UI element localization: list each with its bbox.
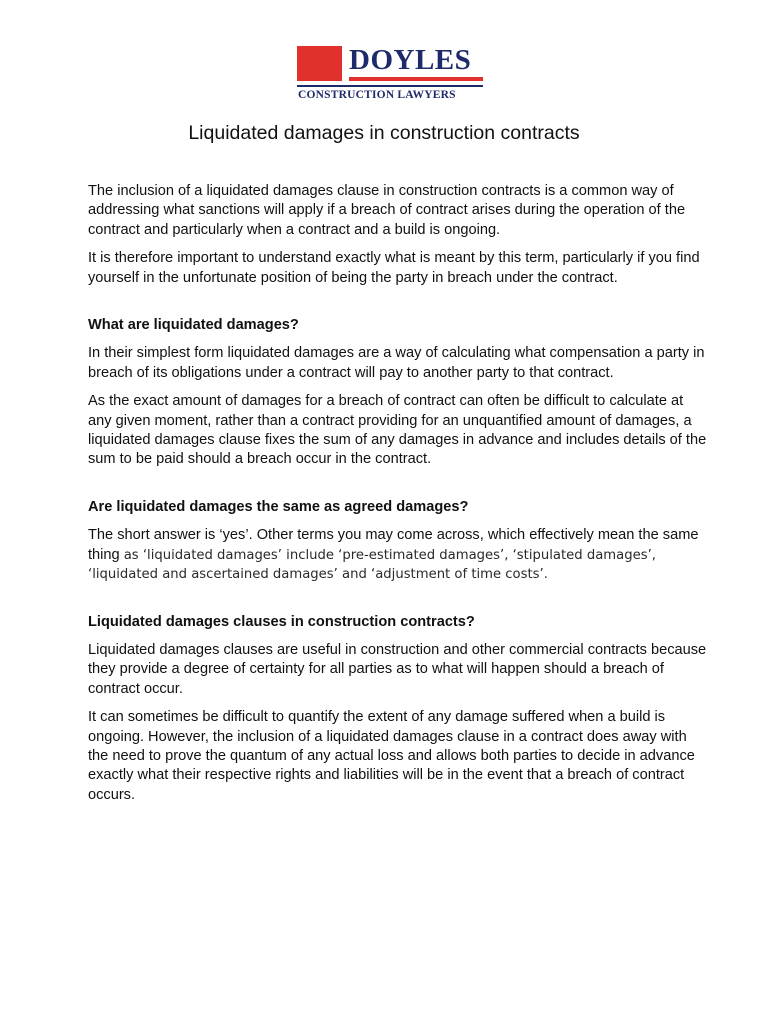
document-title: Liquidated damages in construction contracts	[188, 122, 580, 144]
section2-paragraph-1	[88, 526, 708, 584]
section-heading-clauses: Liquidated damages clauses in construction contracts?	[88, 613, 475, 630]
intro-paragraph-2: It is therefore important to understand exactly what is meant by this term, particularly if you find yourself in the unfortunate position of being the party in breach under the contract.	[88, 250, 700, 286]
document-body	[88, 182, 708, 814]
section1-paragraph-2: As the exact amount of damages for a breach of contract can often be difficult to calculate at any given moment, rather than a contract providing for an unquantified amount of damages, a liquidated damages clause fixes the sum of any damages in advance and includes details of the sum to be paid should a breach occur in the contract.	[88, 393, 707, 468]
section2-paragraph-start: The short answer is ‘yes’. Other terms you may come across, which effectively mean the same thing	[88, 527, 699, 563]
logo-red-square	[297, 46, 342, 81]
intro-paragraph-1: The inclusion of a liquidated damages clause in construction contracts is a common way of addressing what sanctions will apply if a breach of contract arises during the operation of the contract and particularly when a contract and a build is ongoing.	[88, 183, 686, 238]
logo-red-bar	[349, 77, 483, 81]
section3-paragraph-1: Liquidated damages clauses are useful in construction and other commercial contracts because they provide a degree of certainty for all parties as to what will happen should a breach of contract occur.	[88, 641, 707, 697]
section-heading-agreed-damages: Are liquidated damages the same as agreed damages?	[88, 498, 469, 515]
company-logo	[297, 44, 487, 101]
section3-paragraph-2: It can sometimes be difficult to quantify the extent of any damage suffered when a build is ongoing. However, the inclusion of a liquidated damages clause in a contract does away with the need to prove the quantum of any actual loss and allows both parties to decide in advance exactly what their respective rights and liabilities will be in the event that a breach of contract occurs.	[88, 709, 695, 803]
section1-paragraph-1: In their simplest form liquidated damages are a way of calculating what compensation a party in breach of its obligations under a contract will pay to another party to that contract.	[88, 345, 705, 381]
logo-subtitle: CONSTRUCTION LAWYERS	[298, 89, 456, 101]
section2-paragraph-rest: as ‘liquidated damages’ include ‘pre-estimated damages’, ‘stipulated damages’, ‘liquidated and ascertained damages’ and ‘adjustment of time costs’.	[88, 547, 656, 583]
section-heading-what-are: What are liquidated damages?	[88, 317, 299, 334]
logo-name: DOYLES	[349, 44, 472, 76]
